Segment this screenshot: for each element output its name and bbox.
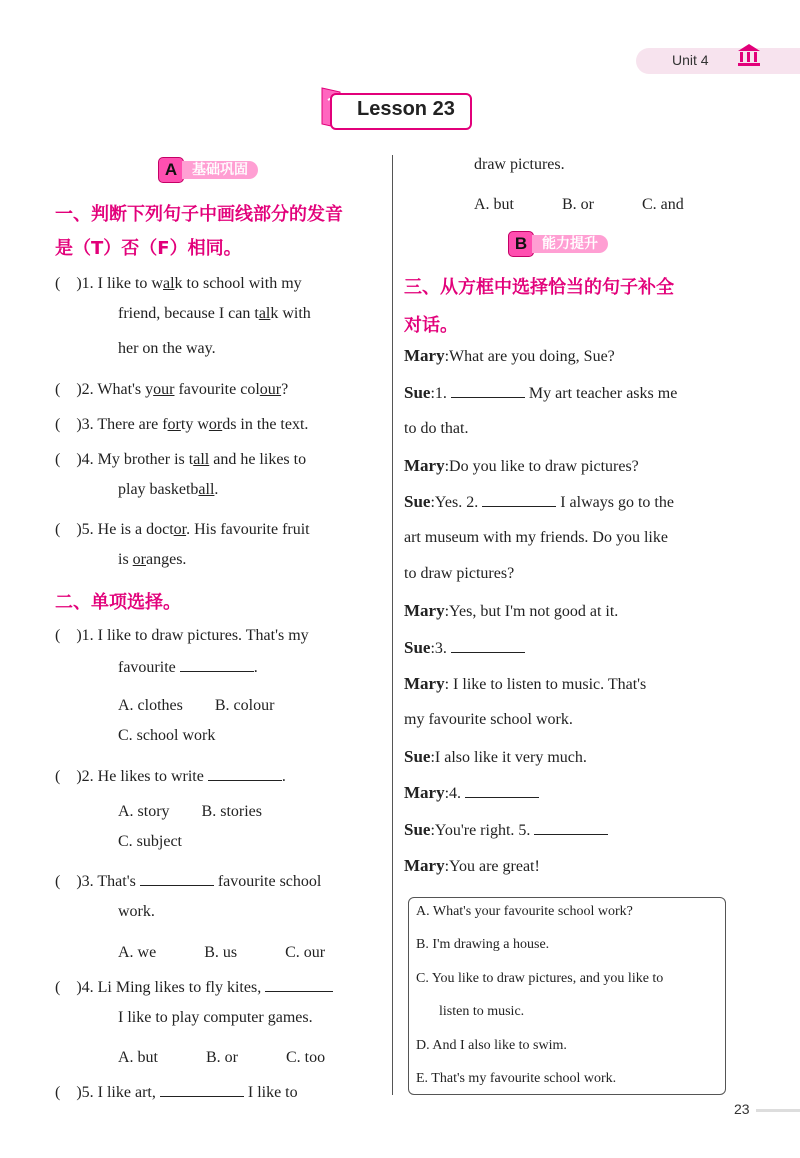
unit-label: Unit 4	[672, 52, 709, 68]
part2-q2-opts2: C. subject	[118, 833, 182, 850]
part1-q5-line1: ( )5. He is a doctor. His favourite fruit	[55, 521, 310, 538]
part2-q2-line1: ( )2. He likes to write .	[55, 768, 286, 785]
unit-tab	[636, 48, 800, 74]
part2-q5-line1: ( )5. I like art, I like to	[55, 1084, 298, 1101]
part1-q1-line3: her on the way.	[118, 340, 216, 357]
part2-q1-opts2: C. school work	[118, 727, 216, 744]
dialog-line: Mary:What are you doing, Sue?	[404, 346, 615, 365]
part2-q1-line1: ( )1. I like to draw pictures. That's my	[55, 627, 309, 644]
section-a-label: 基础巩固	[182, 161, 258, 179]
option-item: A. What's your favourite school work?	[416, 904, 633, 919]
part1-q2: ( )2. What's your favourite colour?	[55, 381, 289, 398]
answer-blank[interactable]	[451, 383, 525, 398]
part2-q3-line1: ( )3. That's favourite school	[55, 873, 322, 890]
answer-blank[interactable]	[265, 977, 333, 992]
part1-title-line1: 一、判断下列句子中画线部分的发音	[55, 204, 343, 225]
part2-q4-opts: A. but B. or C. too	[118, 1049, 326, 1066]
part3-title-line1: 三、从方框中选择恰当的句子补全	[404, 277, 674, 298]
part2-q5-opts: A. but B. or C. and	[474, 196, 684, 213]
column-divider	[392, 155, 393, 1095]
museum-icon	[736, 42, 762, 73]
part2-q3-line2: work.	[118, 903, 155, 920]
options-box	[408, 897, 726, 1095]
dialog-line: to do that.	[404, 420, 469, 437]
part1-q4-line2: play basketball.	[118, 481, 219, 498]
section-b-label: 能力提升	[532, 235, 608, 253]
part2-q3-opts: A. we B. us C. our	[118, 944, 326, 961]
dialog-line: Mary:4.	[404, 783, 539, 803]
dialog-line: art museum with my friends. Do you like	[404, 529, 668, 546]
option-item: C. You like to draw pictures, and you like to	[416, 971, 664, 986]
part2-q5-line2: draw pictures.	[474, 156, 565, 173]
option-item: B. I'm drawing a house.	[416, 937, 550, 952]
part2-q2-opts: A. story B. stories	[118, 803, 263, 820]
part1-q1-line2: friend, because I can talk with	[118, 305, 311, 322]
dialog-line: Sue:I also like it very much.	[404, 747, 587, 766]
dialog-line: my favourite school work.	[404, 711, 573, 728]
part1-title-line2: 是（T）否（F）相同。	[55, 238, 242, 259]
answer-blank[interactable]	[534, 820, 608, 835]
page-number-rule	[756, 1109, 800, 1112]
option-item: listen to music.	[439, 1004, 525, 1019]
dialog-line: to draw pictures?	[404, 565, 515, 582]
answer-blank[interactable]	[160, 1082, 244, 1097]
section-b-badge	[508, 232, 608, 256]
part2-q1-opts: A. clothes B. colour	[118, 697, 275, 714]
part2-title: 二、单项选择。	[55, 592, 181, 613]
part2-q1-line2: favourite .	[118, 659, 258, 676]
answer-blank[interactable]	[140, 871, 214, 886]
section-b-letter: B	[508, 231, 534, 257]
part1-q4-line1: ( )4. My brother is tall and he likes to	[55, 451, 307, 468]
dialog-line: Mary: I like to listen to music. That's	[404, 674, 647, 693]
dialog-line: Sue:You're right. 5.	[404, 820, 608, 840]
answer-blank[interactable]	[208, 766, 282, 781]
part1-q5-line2: is oranges.	[118, 551, 187, 568]
dialog-line: Mary:Yes, but I'm not good at it.	[404, 601, 619, 620]
dialog-line: Mary:You are great!	[404, 856, 540, 875]
lesson-title: Lesson 23	[357, 98, 455, 120]
section-a-badge	[158, 158, 258, 182]
option-item: E. That's my favourite school work.	[416, 1071, 617, 1086]
part3-title-line2: 对话。	[404, 315, 458, 336]
option-item: D. And I also like to swim.	[416, 1038, 567, 1053]
part1-q1-line1: ( )1. I like to walk to school with my	[55, 275, 302, 292]
part2-q4-line1: ( )4. Li Ming likes to fly kites,	[55, 974, 333, 997]
dialog-line: Mary:Do you like to draw pictures?	[404, 456, 639, 475]
page-number: 23	[734, 1101, 750, 1117]
dialog-line: Sue:Yes. 2. I always go to the	[404, 492, 674, 511]
dialog-line: Sue:1. My art teacher asks me	[404, 383, 678, 402]
part1-q3: ( )3. There are forty words in the text.	[55, 416, 309, 433]
answer-blank[interactable]	[180, 657, 254, 672]
answer-blank[interactable]	[451, 638, 525, 653]
part2-q4-line2: I like to play computer games.	[118, 1009, 313, 1026]
dialog-line: Sue:3.	[404, 638, 525, 658]
answer-blank[interactable]	[482, 492, 556, 507]
answer-blank[interactable]	[465, 783, 539, 798]
section-a-letter: A	[158, 157, 184, 183]
